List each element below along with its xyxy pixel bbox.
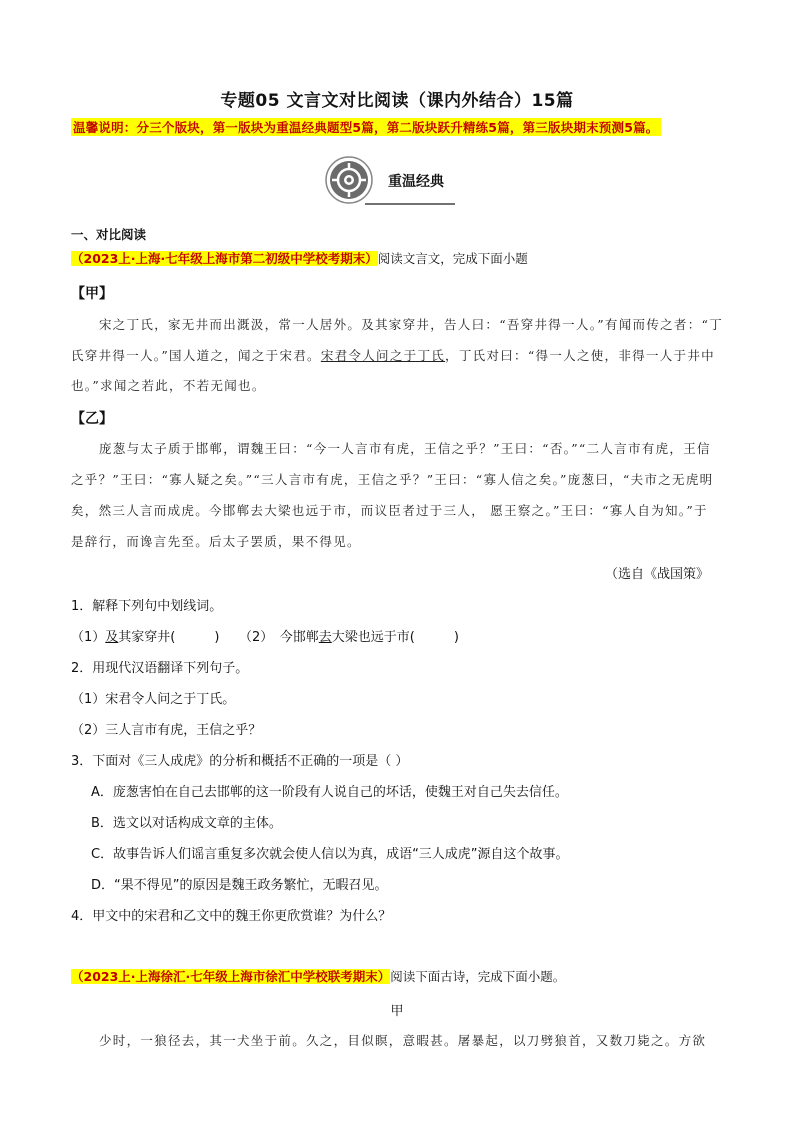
part1-source-line [71,249,528,267]
question-3-option-a: A．庞葱害怕在自己去邯郸的这一阶段有人说自己的坏话，使魏王对自己失去信任。 [91,785,568,800]
jia-underlined-sentence: 宋君令人问之于丁氏 [320,348,446,363]
jia-line-3: 也。”求闻之若此，不若无闻也。 [71,378,266,393]
question-3-option-c: C．故事告诉人们谣言重复多次就会使人信以为真，成语“三人成虎”源自这个故事。 [91,847,569,862]
section-label: 重温经典 [388,174,444,190]
q1a-rest: 其家穿井( ) [118,630,220,645]
q1b-num: （2） 今邯郸 [245,630,319,645]
yi-line-2: 之乎？”王曰：“寡人疑之矣。”“三人言市有虎，王信之乎？”王曰：“寡人信之矣。”庞葱曰，“夫市之无虎明 [71,472,714,487]
q1a-underlined: 及 [105,630,119,645]
part2-jia-mark: 甲 [390,1004,404,1019]
part2-line-1: 少时，一狼径去，其一犬坐于前。久之，目似瞑，意暇甚。屠暴起，以刀劈狼首，又数刀毙之。方欲 [99,1033,707,1048]
question-2: 2．用现代汉语翻译下列句子。 [71,661,249,676]
question-1: 1．解释下列句中划线词。 [71,599,223,614]
q1a-num: （1） [71,630,106,645]
q1b-underlined: 去 [318,630,332,645]
part2-source: （2023上·上海徐汇·七年级上海市徐汇中学校联考期末） [71,969,391,984]
notice-banner: 温馨说明：分三个版块，第一版块为重温经典题型5篇，第二版块跃升精练5篇，第三版块期末预测5篇。 [73,120,659,135]
question-3: 3．下面对《三人成虎》的分析和概括不正确的一项是（ ） [71,754,409,769]
jia-line-1: 宋之丁氏，家无井而出溉汲，常一人居外。及其家穿井，告人曰：“吾穿井得一人。”有闻而传之者：“丁 [99,317,724,332]
jia-line-2 [71,346,715,364]
question-3-option-d: D．“果不得见”的原因是魏王政务繁忙，无暇召见。 [91,878,388,893]
yi-line-4: 是辞行，而谗言先至。后太子罢质，果不得见。 [71,534,361,549]
part1-heading: 一、对比阅读 [71,227,147,242]
part2-instruction: 阅读下面古诗，完成下面小题。 [390,969,566,984]
question-3-option-b: B．选文以对话构成文章的主体。 [91,816,282,831]
question-4: 4．甲文中的宋君和乙文中的魏王你更欣赏谁？为什么？ [71,909,392,924]
part2-source-line [71,967,565,985]
question-2a: （1）宋君令人问之于丁氏。 [71,692,236,707]
yi-mark: 【乙】 [71,411,113,427]
part1-instruction: 阅读文言文，完成下面小题 [377,251,528,266]
yi-line-3: 矣，然三人言而成虎。今邯郸去大梁也远于市，而议臣者过于三人， 愿王察之。”王曰：“寡人自为知。”于 [71,503,708,518]
jia-line-2b: ，丁氏对曰：“得一人之使，非得一人于井中 [445,348,715,363]
yi-line-1: 庞葱与太子质于邯郸，谓魏王曰：“今一人言市有虎，王信之乎？”王曰：“否。”“二人言市有虎，王信 [99,441,711,456]
q1b-rest: 大梁也远于市( ) [331,630,459,645]
question-1-items [71,626,459,645]
jia-mark: 【甲】 [71,286,113,302]
page-title: 专题05 文言文对比阅读（课内外结合）15篇 [220,91,574,111]
attribution: （选自《战国策》 [605,567,710,582]
question-2b: （2）三人言市有虎，王信之乎？ [71,723,262,738]
part1-source: （2023上·上海·七年级上海市第二初级中学校考期末） [71,251,378,266]
jia-line-2a: 氏穿井得一人。”国人道之，闻之于宋君。 [71,348,321,363]
